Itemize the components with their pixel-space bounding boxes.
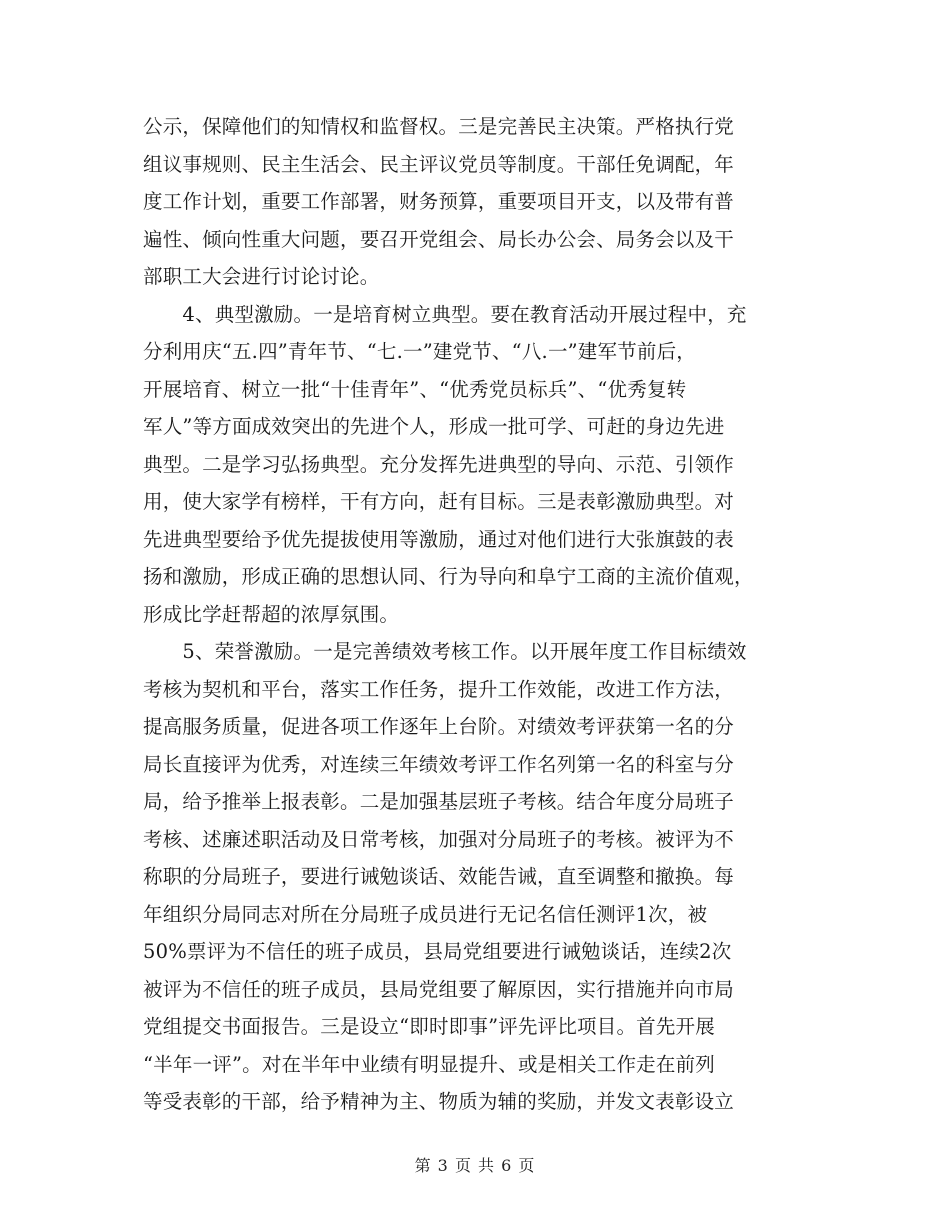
text-line: 典型。二是学习弘扬典型。充分发挥先进典型的导向、示范、引领作 <box>143 452 735 476</box>
text-line: 年组织分局同志对所在分局班子成员进行无记名信任测评1次，被 <box>143 902 708 926</box>
text-line: 度工作计划，重要工作部署，财务预算，重要项目开支，以及带有普 <box>143 190 735 213</box>
text-line: 扬和激励，形成正确的思想认同、行为导向和阜宁工商的主流价值观， <box>143 565 754 588</box>
text-line: “半年一评”。对在半年中业绩有明显提升、或是相关工作走在前列 <box>143 1052 715 1076</box>
text-line: 军人”等方面成效突出的先进个人，形成一批可学、可赶的身边先进 <box>143 415 725 438</box>
text-line: 部职工大会进行讨论讨论。 <box>143 265 380 288</box>
text-line: 开展培育、树立一批“十佳青年”、“优秀党员标兵”、“优秀复转 <box>143 377 687 401</box>
text-line: 局，给予推举上报表彰。二是加强基层班子考核。结合年度分局班子 <box>143 790 735 813</box>
text-line: 先进典型要给予优先提拔使用等激励，通过对他们进行大张旗鼓的表 <box>143 527 735 551</box>
text-line: 局长直接评为优秀，对连续三年绩效考评工作名列第一名的科室与分 <box>143 752 735 776</box>
text-line: 考核为契机和平台，落实工作任务，提升工作效能，改进工作方法， <box>143 677 735 701</box>
text-line: 组议事规则、民主生活会、民主评议党员等制度。干部任免调配，年 <box>143 152 735 176</box>
text-line: 考核、述廉述职活动及日常考核，加强对分局班子的考核。被评为不 <box>143 827 735 851</box>
page-number-footer: 第 3 页 共 6 页 <box>414 1156 536 1175</box>
text-line: 公示，保障他们的知情权和监督权。三是完善民主决策。严格执行党 <box>143 115 735 138</box>
text-line: 被评为不信任的班子成员，县局党组要了解原因，实行措施并向市局 <box>143 977 735 1001</box>
text-line: 党组提交书面报告。三是设立“即时即事”评先评比项目。首先开展 <box>143 1015 715 1038</box>
text-line: 称职的分局班子，要进行诫勉谈话、效能告诫，直至调整和撤换。每 <box>143 865 735 888</box>
text-line: 形成比学赶帮超的浓厚氛围。 <box>143 602 400 626</box>
text-line: 50%票评为不信任的班子成员，县局党组要进行诫勉谈话，连续2次 <box>143 940 732 963</box>
body-text <box>143 108 813 1121</box>
text-line: 提高服务质量，促进各项工作逐年上台阶。对绩效考评获第一名的分 <box>143 715 735 738</box>
text-line: 分利用庆“五.四”青年节、“七.一”建党节、“八.一”建军节前后， <box>143 340 697 363</box>
text-line: 遍性、倾向性重大问题，要召开党组会、局长办公会、局务会以及干 <box>143 227 735 251</box>
text-line: 用，使大家学有榜样，干有方向，赶有目标。三是表彰激励典型。对 <box>143 490 735 513</box>
text-line: 等受表彰的干部，给予精神为主、物质为辅的奖励，并发文表彰设立 <box>143 1090 735 1113</box>
paragraph-heading-line: 5、荣誉激励。一是完善绩效考核工作。以开展年度工作目标绩效 <box>143 640 747 663</box>
paragraph-heading-line: 4、典型激励。一是培育树立典型。要在教育活动开展过程中，充 <box>143 302 747 326</box>
